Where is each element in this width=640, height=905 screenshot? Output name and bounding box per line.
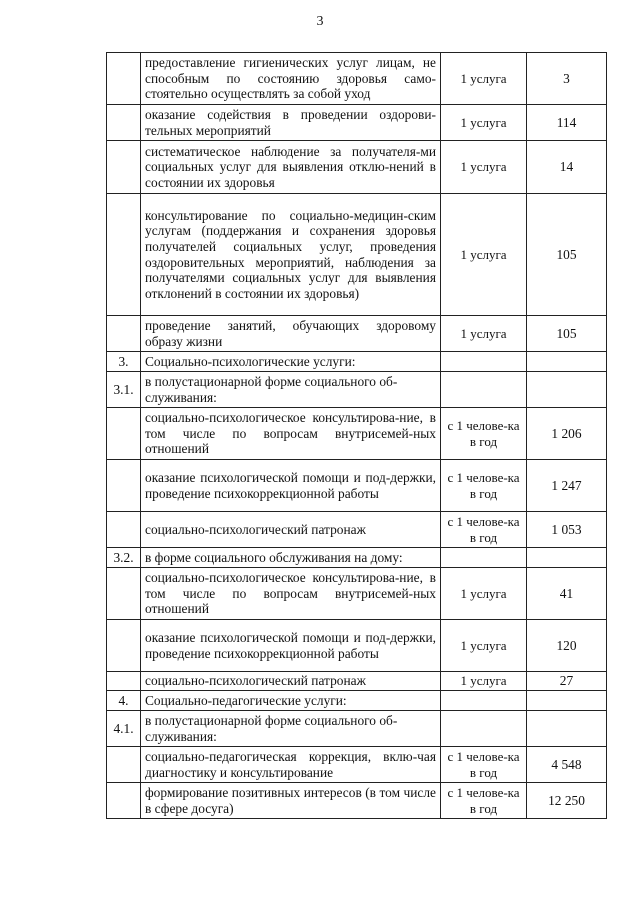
service-unit: с 1 челове-ка в год	[441, 747, 527, 783]
row-number	[107, 53, 141, 105]
service-value	[527, 711, 607, 747]
service-description: социально-психологический патронаж	[141, 672, 441, 691]
subsection-title: в полустационарной форме социального об-служивания:	[141, 711, 441, 747]
service-unit: 1 услуга	[441, 141, 527, 194]
table-row	[107, 141, 607, 194]
page-number: 3	[316, 14, 324, 29]
section-number: 4.1.	[107, 711, 141, 747]
service-value: 120	[527, 620, 607, 672]
service-unit: 1 услуга	[441, 672, 527, 691]
service-unit: 1 услуга	[441, 194, 527, 316]
section-number: 3.	[107, 352, 141, 372]
service-unit: 1 услуга	[441, 568, 527, 620]
service-unit: 1 услуга	[441, 316, 527, 352]
service-description: предоставление гигиенических услуг лицам, не способным по состоянию здоровья само-стоятельно осуществлять за собой уход	[141, 53, 441, 105]
section-title: Социально-педагогические услуги:	[141, 691, 441, 711]
service-unit: с 1 челове-ка в год	[441, 460, 527, 512]
table-row	[107, 460, 607, 512]
row-number	[107, 141, 141, 194]
row-number	[107, 408, 141, 460]
row-number	[107, 460, 141, 512]
row-number	[107, 194, 141, 316]
service-unit: 1 услуга	[441, 620, 527, 672]
service-value: 3	[527, 53, 607, 105]
service-description: проведение занятий, обучающих здоровому образу жизни	[141, 316, 441, 352]
service-description: социально-психологический патронаж	[141, 512, 441, 548]
table-row	[107, 194, 607, 316]
service-description: социально-педагогическая коррекция, вклю-чая диагностику и консультирование	[141, 747, 441, 783]
service-description: оказание психологической помощи и под-держки, проведение психокоррекционной работы	[141, 460, 441, 512]
row-number	[107, 512, 141, 548]
table-row	[107, 548, 607, 568]
service-value	[527, 548, 607, 568]
table-row	[107, 711, 607, 747]
table-row	[107, 105, 607, 141]
row-number	[107, 672, 141, 691]
row-number	[107, 783, 141, 819]
section-number: 3.1.	[107, 372, 141, 408]
service-description: оказание содействия в проведении оздорови-тельных мероприятий	[141, 105, 441, 141]
table-row	[107, 352, 607, 372]
services-table	[106, 52, 607, 819]
service-value: 4 548	[527, 747, 607, 783]
subsection-title: в форме социального обслуживания на дому:	[141, 548, 441, 568]
service-value: 12 250	[527, 783, 607, 819]
service-description: социально-психологическое консультирова-ние, в том числе по вопросам внутрисемей-ных отношений	[141, 408, 441, 460]
table-row	[107, 672, 607, 691]
row-number	[107, 568, 141, 620]
row-number	[107, 316, 141, 352]
service-description: систематическое наблюдение за получателя-ми социальных услуг для выявления отклю-нений в состоянии их здоровья	[141, 141, 441, 194]
table-row	[107, 691, 607, 711]
service-unit: с 1 челове-ка в год	[441, 512, 527, 548]
service-unit	[441, 352, 527, 372]
service-value: 27	[527, 672, 607, 691]
row-number	[107, 620, 141, 672]
service-value: 114	[527, 105, 607, 141]
section-number: 4.	[107, 691, 141, 711]
service-description: социально-психологическое консультирова-ние, в том числе по вопросам внутрисемей-ных отношений	[141, 568, 441, 620]
table-row	[107, 568, 607, 620]
service-unit	[441, 711, 527, 747]
section-title: Социально-психологические услуги:	[141, 352, 441, 372]
table-row	[107, 512, 607, 548]
service-unit	[441, 691, 527, 711]
service-value: 1 053	[527, 512, 607, 548]
service-value	[527, 691, 607, 711]
service-value: 105	[527, 194, 607, 316]
table-row	[107, 408, 607, 460]
service-value: 41	[527, 568, 607, 620]
service-unit	[441, 548, 527, 568]
table-row	[107, 747, 607, 783]
table-row	[107, 372, 607, 408]
service-value: 105	[527, 316, 607, 352]
service-unit	[441, 372, 527, 408]
section-number: 3.2.	[107, 548, 141, 568]
service-unit: 1 услуга	[441, 105, 527, 141]
service-unit: 1 услуга	[441, 53, 527, 105]
service-value: 1 206	[527, 408, 607, 460]
table-row	[107, 620, 607, 672]
service-description: формирование позитивных интересов (в том числе в сфере досуга)	[141, 783, 441, 819]
row-number	[107, 747, 141, 783]
table-row	[107, 53, 607, 105]
service-unit: с 1 челове-ка в год	[441, 783, 527, 819]
service-value	[527, 352, 607, 372]
service-unit: с 1 челове-ка в год	[441, 408, 527, 460]
row-number	[107, 105, 141, 141]
service-value	[527, 372, 607, 408]
service-value: 1 247	[527, 460, 607, 512]
service-value: 14	[527, 141, 607, 194]
service-description: оказание психологической помощи и под-держки, проведение психокоррекционной работы	[141, 620, 441, 672]
subsection-title: в полустационарной форме социального об-служивания:	[141, 372, 441, 408]
table-row	[107, 316, 607, 352]
table-row	[107, 783, 607, 819]
service-description: консультирование по социально-медицин-ским услугам (поддержания и сохранения здоровья получателей социальных услуг, проведения оздоровительных мероприятий, наблюдения за получателями социальных услуг для выявления отклонений в состоянии их здоровья)	[141, 194, 441, 316]
